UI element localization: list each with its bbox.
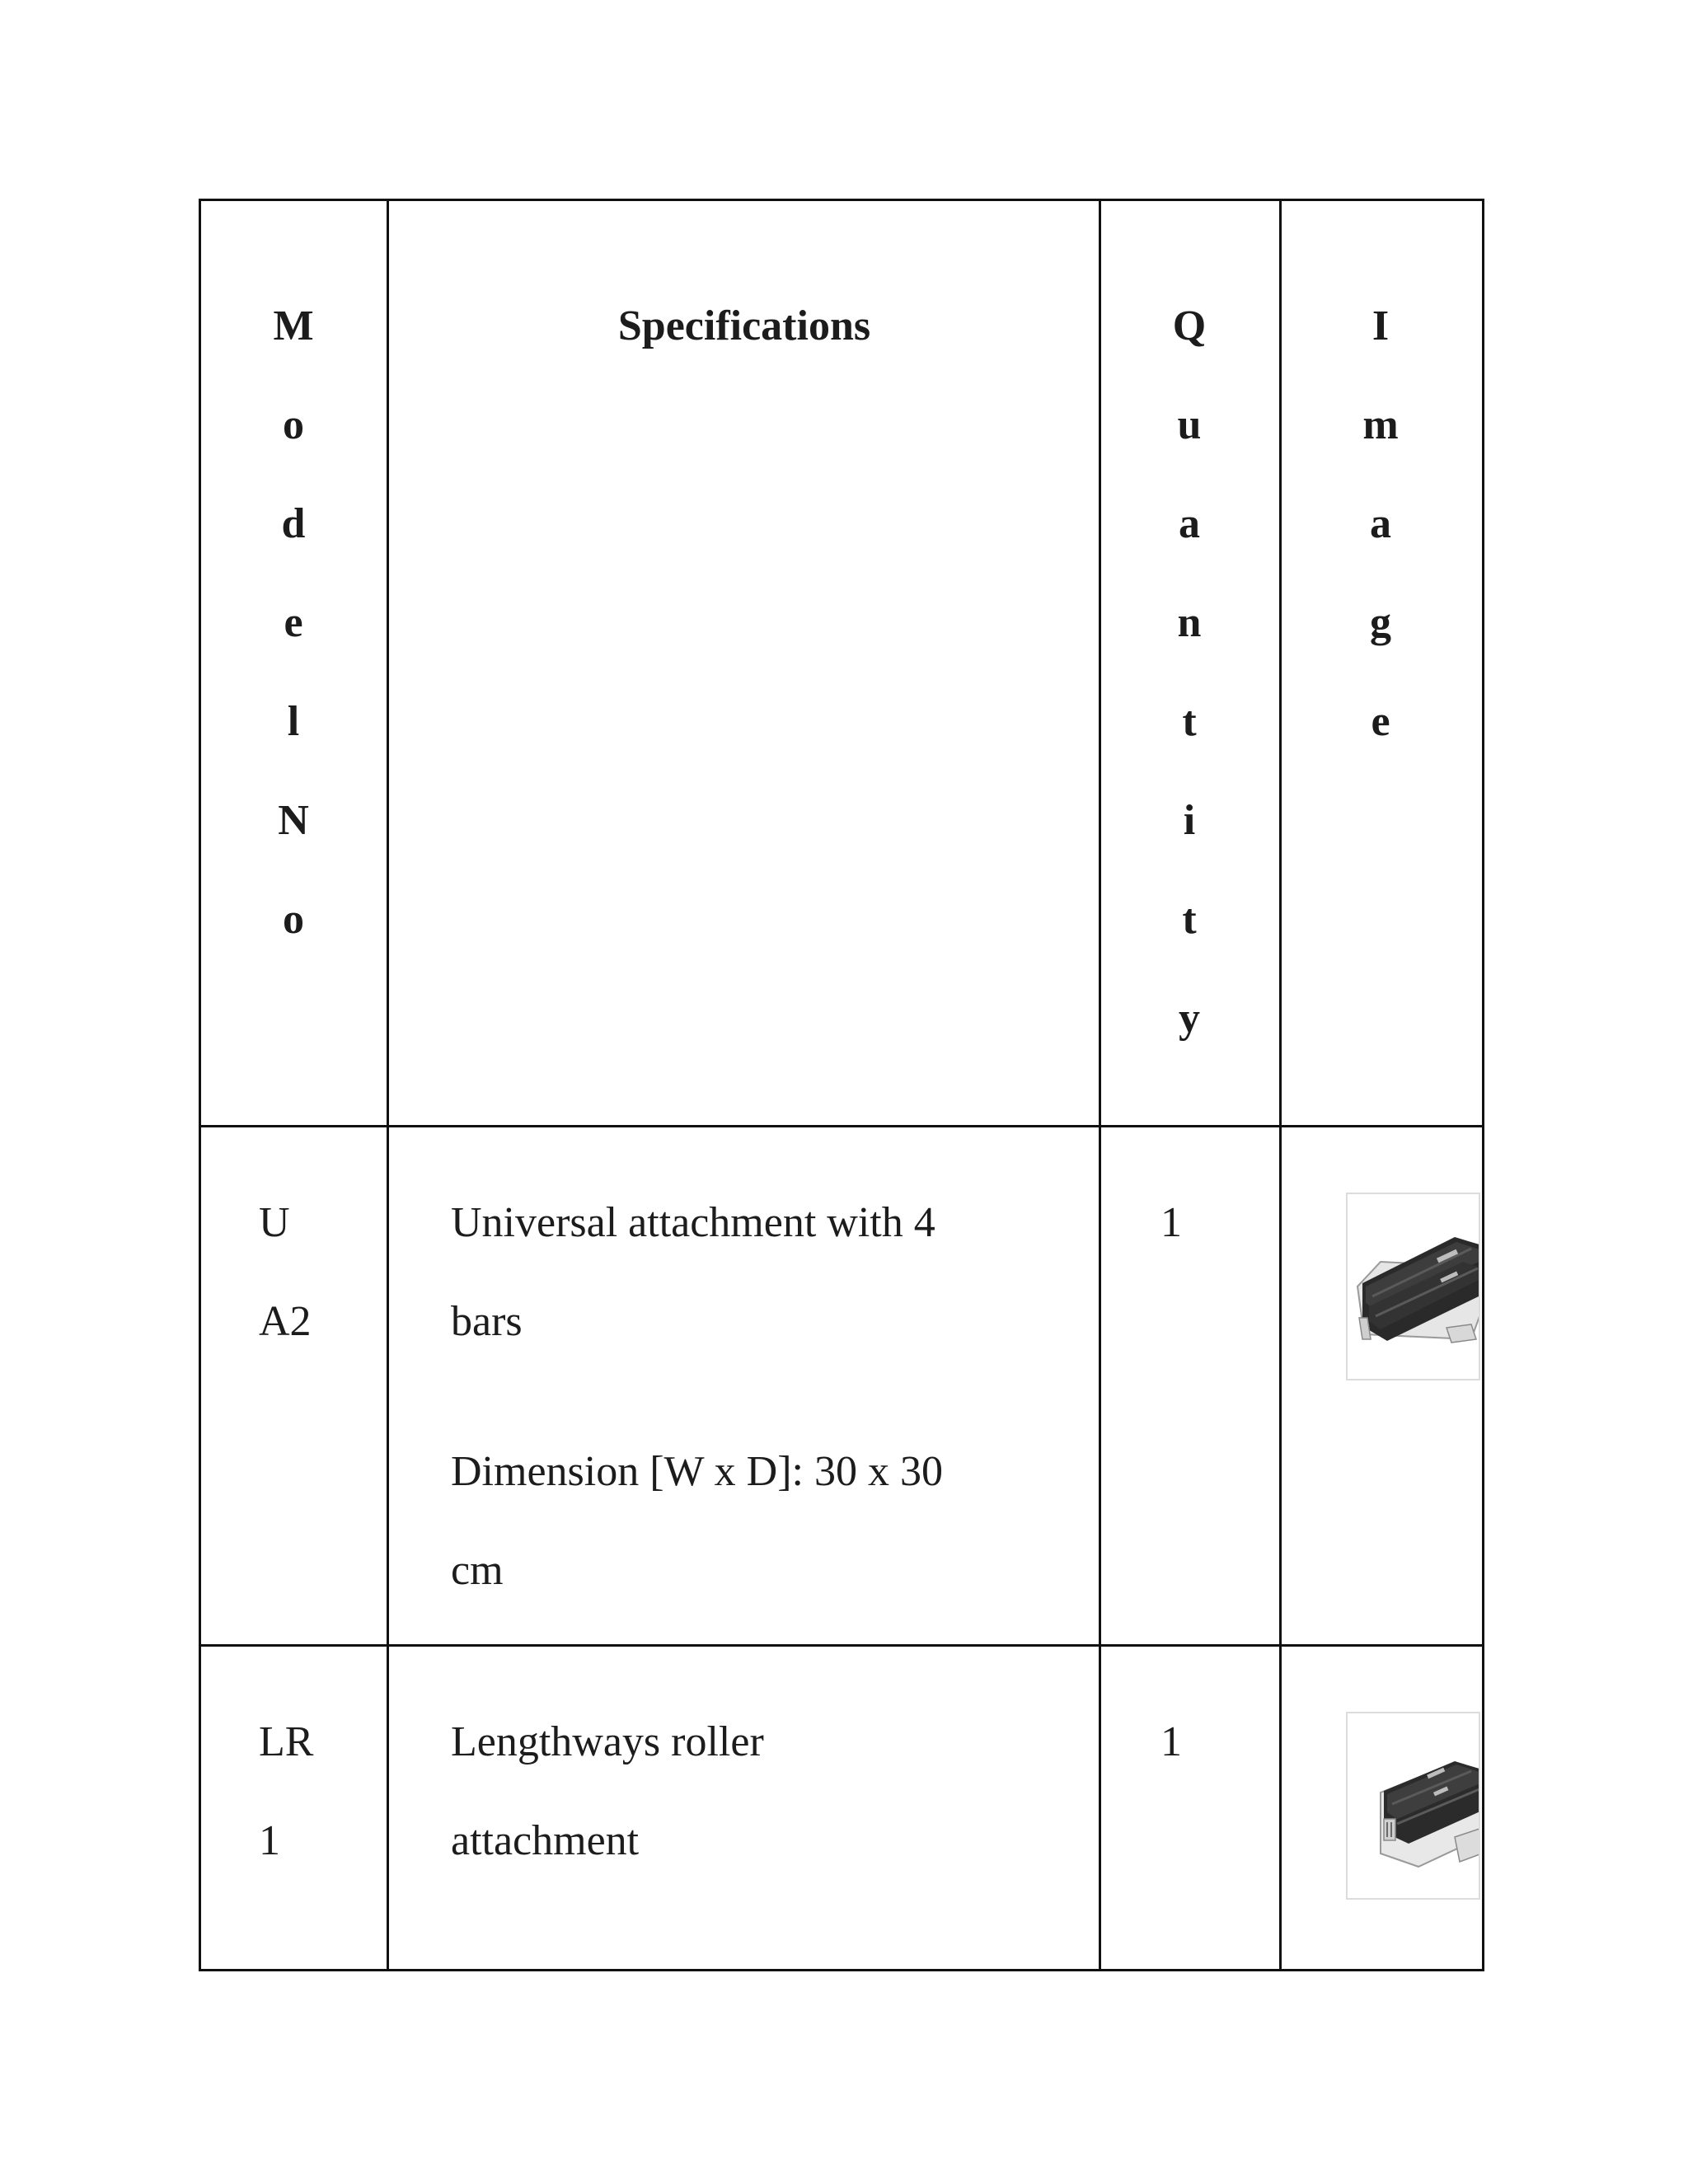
cell-line: bars [451,1298,523,1345]
cell-specification-description [451,1174,935,1371]
header-letter: i [1183,797,1196,844]
cell-line: Dimension [W x D]: 30 x 30 [451,1448,943,1495]
header-letter: t [1182,896,1197,943]
cell-line: LR [259,1718,314,1765]
product-photo-drawing [1348,1713,1480,1900]
header-letter: a [1179,500,1200,547]
table-divider-col-2 [1099,199,1101,1971]
cell-line: Universal attachment with 4 [451,1199,935,1246]
cell-line: Lengthways roller [451,1718,764,1765]
header-letter: I [1372,302,1390,349]
cell-line: cm [451,1547,504,1594]
header-letter: l [287,698,300,745]
table-divider-col-3 [1279,199,1282,1971]
header-quantity [1156,277,1222,1068]
header-letter: o [283,896,304,943]
cell-specification-dimension [451,1422,943,1620]
header-letter: N [278,797,309,844]
cell-specification-description [451,1693,764,1891]
cell-line: U [259,1199,290,1246]
header-letter: t [1182,698,1197,745]
cell-quantity: 1 [1160,1718,1182,1765]
header-letter: a [1370,500,1391,547]
cell-line: 1 [259,1817,280,1864]
cell-line: attachment [451,1817,640,1864]
table-border-top [199,199,1484,201]
header-letter: o [283,401,304,448]
cell-model-no [259,1174,312,1371]
header-image [1348,277,1414,771]
table-border-right [1482,199,1484,1971]
table-divider-col-1 [387,199,389,1971]
table-border-left [199,199,201,1971]
table-border-bottom [199,1969,1484,1971]
header-letter: u [1177,401,1202,448]
cell-model-no [259,1693,313,1891]
header-letter: Q [1172,302,1207,349]
product-photo-drawing [1348,1194,1480,1380]
table-divider-header [199,1125,1484,1127]
header-letter: M [273,302,314,349]
header-letter: m [1362,401,1399,448]
lengthways-roller-product-icon [1346,1712,1480,1900]
header-letter: g [1370,599,1391,646]
universal-attachment-product-icon [1346,1193,1480,1380]
header-letter: y [1179,995,1200,1042]
header-letter: n [1177,599,1202,646]
header-specifications: Specifications [617,302,871,349]
cell-line: A2 [259,1298,312,1345]
header-model-no [260,277,326,969]
table-divider-row [199,1644,1484,1647]
header-letter: e [1371,698,1390,745]
header-letter: e [284,599,303,646]
cell-quantity: 1 [1160,1199,1182,1246]
header-letter: d [281,500,306,547]
